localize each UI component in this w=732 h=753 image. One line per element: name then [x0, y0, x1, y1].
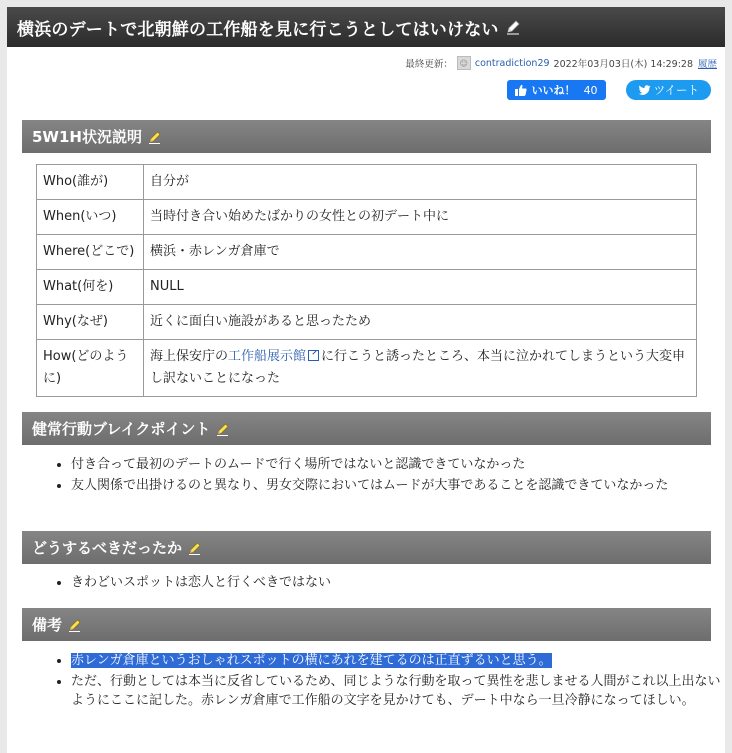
selected-text[interactable]: 赤レンガ倉庫というおしゃれスポットの横にあれを建てるのは正直ずるいと思う。 [71, 653, 552, 668]
table-value: 近くに面白い施設があると思ったため [144, 305, 697, 340]
table-key: When(いつ) [37, 200, 144, 235]
section-header-breakpoint [22, 412, 711, 445]
update-meta [7, 53, 725, 73]
list-item: • きわどいスポットは恋人と行くべきではない [71, 573, 721, 592]
section-title: 備考 [32, 616, 63, 634]
table-value [144, 340, 697, 397]
external-link-icon[interactable] [308, 350, 319, 361]
table-key: Where(どこで) [37, 235, 144, 270]
table-key: Why(なぜ) [37, 305, 144, 340]
table-value: 自分が [144, 165, 697, 200]
page-title-bar [7, 7, 725, 47]
like-count: 40 [583, 83, 598, 97]
table-row [37, 200, 697, 235]
section-title: どうするべきだったか [32, 539, 183, 557]
table-row [37, 270, 697, 305]
section-title: 5W1H状況説明 [32, 128, 142, 146]
tweet-label: ツイート [653, 83, 699, 97]
table-row [37, 340, 697, 397]
should-list [37, 573, 721, 594]
exhibit-hall-link[interactable]: 工作船展示館 [228, 349, 307, 364]
value-text: に行こうと誘ったところ、本当に泣かれてしまうという大変申し訳ないことになった [150, 349, 686, 386]
edit-pencil-icon[interactable] [148, 130, 162, 144]
breakpoint-list [37, 455, 721, 497]
section-title: 健常行動ブレイクポイント [32, 420, 211, 438]
table-key: Who(誰が) [37, 165, 144, 200]
edit-pencil-icon[interactable] [216, 422, 230, 436]
value-text: 海上保安庁の [150, 349, 229, 364]
list-item [71, 651, 721, 670]
like-label: いいね！ [531, 84, 576, 97]
social-buttons [7, 80, 725, 100]
tweet-button[interactable] [626, 80, 711, 100]
table-value: 横浜・赤レンガ倉庫で [144, 235, 697, 270]
section-header-should [22, 531, 711, 564]
table-row [37, 305, 697, 340]
twitter-bird-icon [638, 85, 651, 96]
thumbs-up-icon [515, 84, 527, 96]
page-title: 横浜のデートで北朝鮮の工作船を見に行こうとしてはいけない [17, 19, 499, 40]
list-item: • 付き合って最初のデートのムードで行く場所ではないと認識できていなかった [71, 455, 721, 474]
table-row [37, 235, 697, 270]
table-value: NULL [144, 270, 697, 305]
w5h-table [36, 164, 697, 397]
updated-label: 最終更新： [405, 59, 453, 70]
section-header-5w1h [22, 120, 711, 153]
facebook-like-button[interactable] [507, 80, 606, 100]
list-item: • 友人関係で出掛けるのと異なり、男女交際においてはムードが大事であることを認識できていなかった [71, 476, 721, 495]
edit-pencil-icon[interactable] [505, 19, 521, 35]
section-header-note [22, 608, 711, 641]
history-link[interactable]: 履歴 [697, 59, 717, 70]
edit-pencil-icon[interactable] [188, 541, 202, 555]
table-key: How(どのように) [37, 340, 144, 397]
edit-pencil-icon[interactable] [68, 618, 82, 632]
avatar[interactable]: ☺ [457, 56, 471, 70]
list-item: • ただ、行動としては本当に反省しているため、同じような行動を取って異性を悲しませる人間がこれ以上出ないようにここに記した。赤レンガ倉庫で工作船の文字を見かけても、デート中なら一旦冷静になってほしい。 [71, 672, 721, 710]
updated-datetime: 2022年03月03日(木) 14:29:28 [553, 59, 693, 70]
table-value: 当時付き合い始めたばかりの女性との初デート中に [144, 200, 697, 235]
table-row [37, 165, 697, 200]
table-key: What(何を) [37, 270, 144, 305]
user-link[interactable]: contradiction29 [474, 57, 550, 69]
page [7, 7, 725, 753]
note-list [37, 651, 721, 712]
